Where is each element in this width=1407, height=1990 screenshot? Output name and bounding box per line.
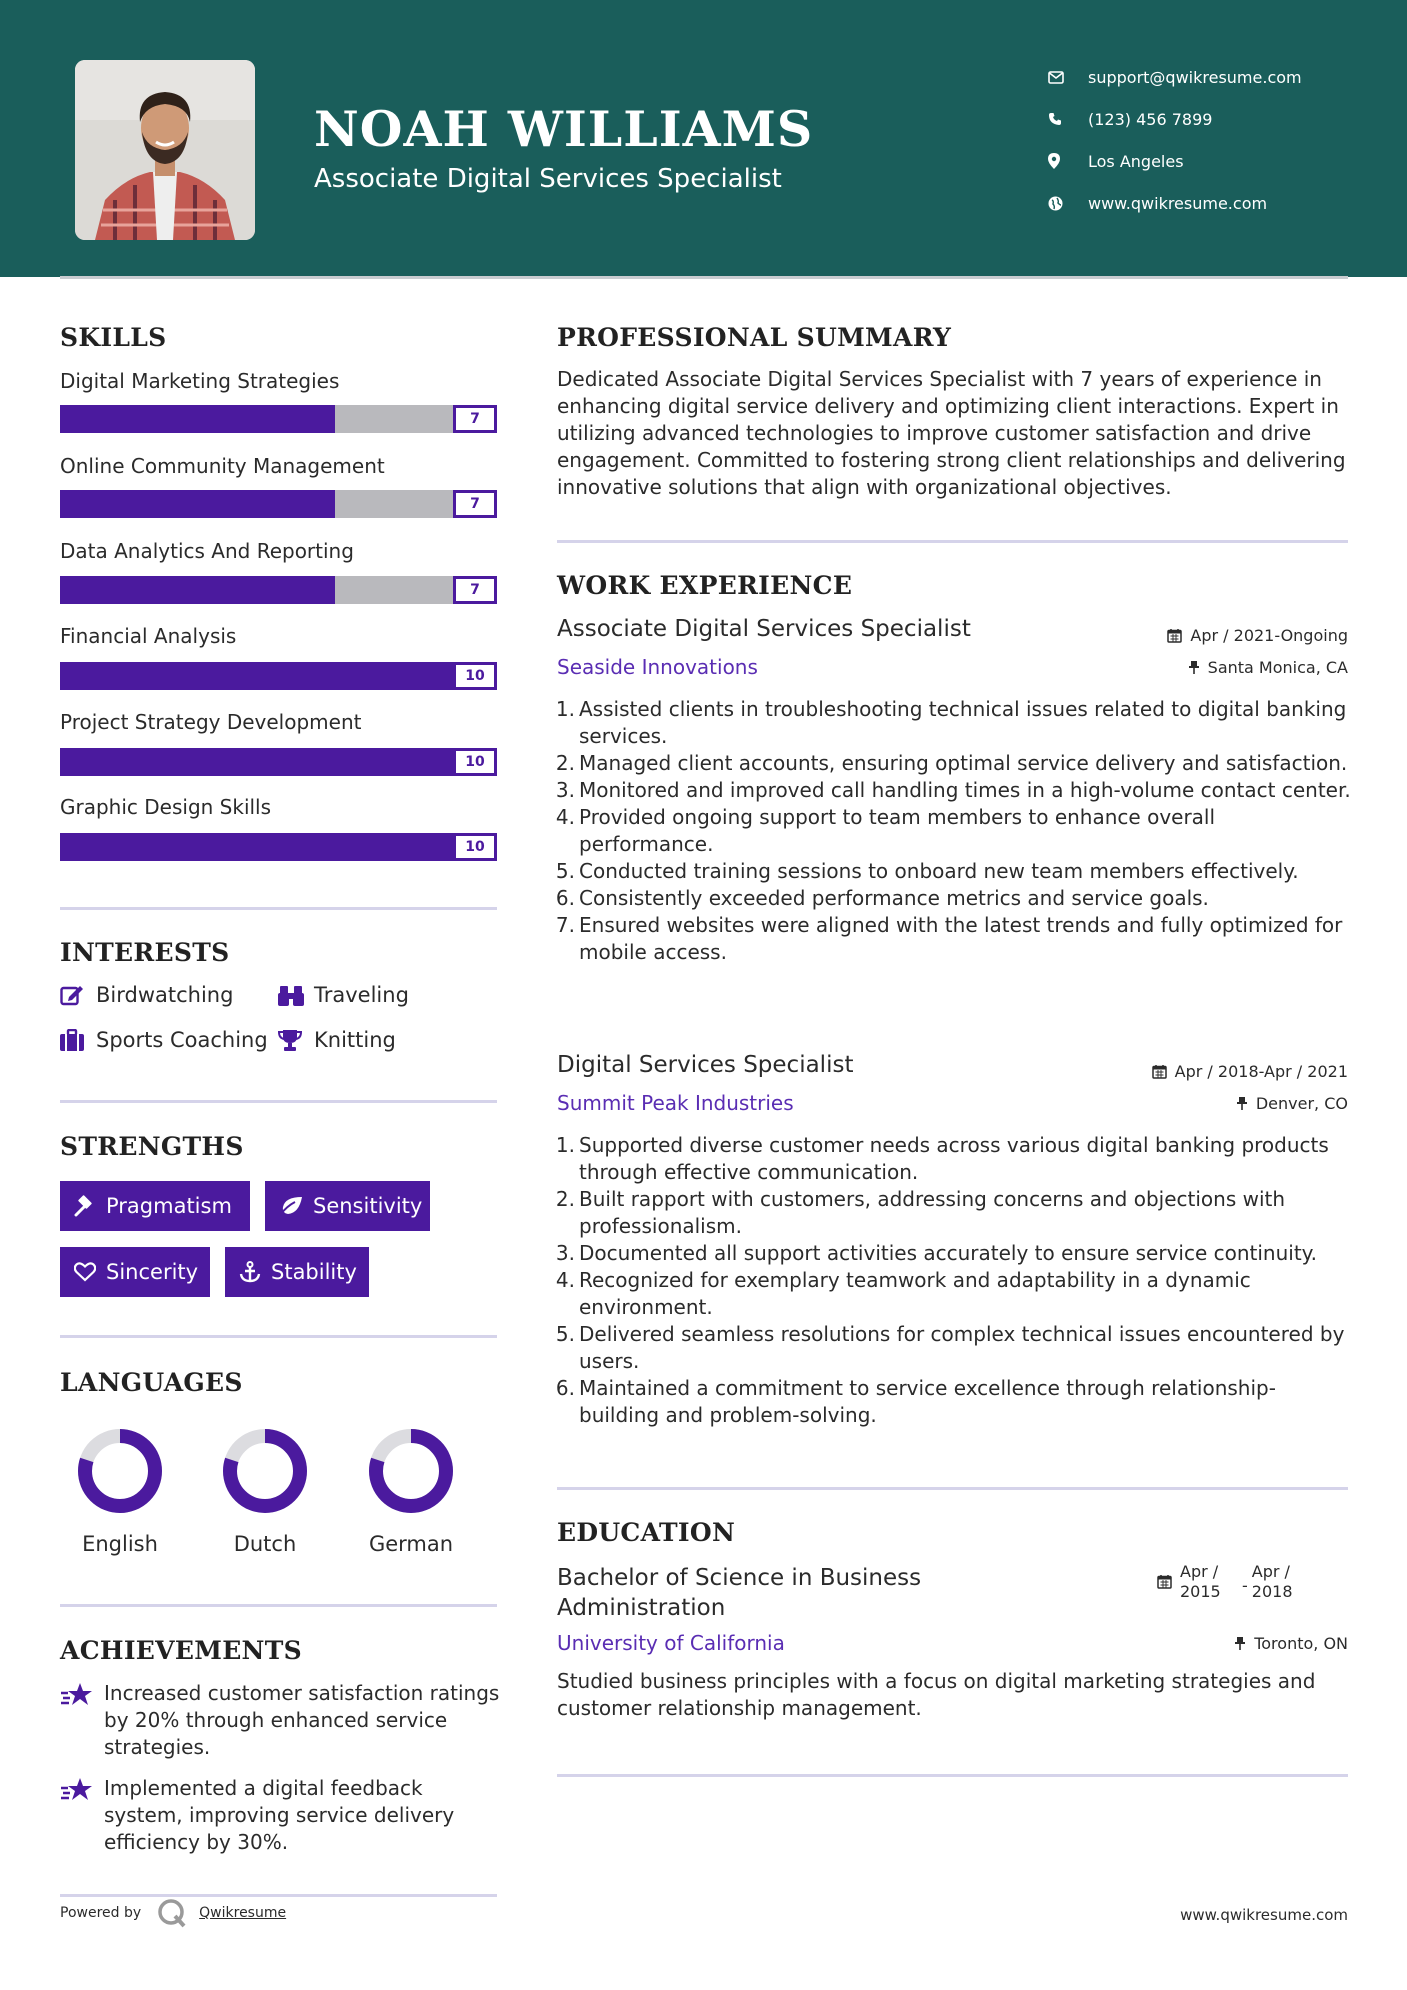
education-end-year: 2018 <box>1251 1582 1293 1601</box>
gavel-icon <box>74 1195 96 1217</box>
briefcase-icon <box>60 1029 96 1051</box>
skill-name: Financial Analysis <box>60 624 237 648</box>
strength-label: Stability <box>271 1260 357 1284</box>
skill-bar <box>60 490 497 518</box>
job-location-text: Santa Monica, CA <box>1207 658 1348 677</box>
candidate-title: Associate Digital Services Specialist <box>314 164 782 194</box>
language-donut <box>368 1428 454 1514</box>
contact-phone-text: (123) 456 7899 <box>1088 109 1213 129</box>
job-dates <box>1152 1062 1348 1081</box>
strength-label: Pragmatism <box>106 1194 232 1218</box>
education-location <box>1234 1634 1348 1653</box>
section-divider <box>60 907 497 910</box>
language-name: English <box>82 1532 158 1556</box>
contact-website-text: www.qwikresume.com <box>1088 193 1268 213</box>
skill-name: Graphic Design Skills <box>60 795 272 819</box>
education-end <box>1252 1562 1298 1602</box>
powered-by-label: Powered by <box>60 1905 142 1921</box>
skills-heading: SKILLS <box>60 323 167 352</box>
education-school: University of California <box>557 1631 785 1655</box>
section-divider <box>557 1774 1348 1777</box>
job-bullet-text: Monitored and improved call handling times in a high-volume contact center. <box>579 778 1351 802</box>
contact-phone[interactable] <box>1048 98 1302 140</box>
education-dates <box>1157 1562 1298 1602</box>
achievement-item <box>60 1680 500 1761</box>
job-bullet: 4. Provided ongoing support to team members to enhance overall performance. <box>553 804 1353 858</box>
contact-location <box>1048 140 1302 182</box>
job-location-text: Denver, CO <box>1255 1094 1348 1113</box>
section-divider <box>557 540 1348 543</box>
skill-level-badge: 10 <box>453 662 497 690</box>
education-degree: Bachelor of Science in Business Administration <box>557 1565 922 1621</box>
strength-tag <box>225 1247 369 1297</box>
contact-email[interactable] <box>1048 56 1302 98</box>
language-name: German <box>368 1532 454 1556</box>
skill-bar <box>60 748 497 776</box>
calendar-icon <box>1167 628 1182 643</box>
company-name: Seaside Innovations <box>557 655 758 679</box>
skill-level-badge: 10 <box>453 748 497 776</box>
education-end-month: Apr / <box>1251 1562 1290 1581</box>
job-bullet-text: Built rapport with customers, addressing concerns and objections with professionalism. <box>579 1187 1286 1238</box>
language-name: Dutch <box>233 1532 297 1556</box>
powered-by <box>60 1898 286 1928</box>
job-dates-text: Apr / 2021-Ongoing <box>1190 626 1348 645</box>
interest-label: Sports Coaching <box>96 1028 268 1052</box>
heart-icon <box>74 1262 96 1282</box>
skill-bar-fill <box>60 490 335 518</box>
binoculars-icon <box>278 984 314 1006</box>
footer-website[interactable]: www.qwikresume.com <box>1180 1906 1348 1924</box>
strength-tag <box>60 1181 250 1231</box>
interest-item <box>278 983 409 1007</box>
interest-item <box>60 983 233 1007</box>
skill-bar-fill <box>60 748 497 776</box>
section-divider <box>60 1894 497 1897</box>
education-start-month: Apr / <box>1180 1562 1219 1581</box>
job-role: Digital Services Specialist <box>557 1052 854 1078</box>
resume-header <box>0 0 1407 277</box>
job-bullet: 2. Managed client accounts, ensuring optimal service delivery and satisfaction. <box>555 751 1348 775</box>
job-bullet: 4. Recognized for exemplary teamwork and adaptability in a dynamic environment. <box>553 1267 1353 1321</box>
education-date-dash: - <box>1242 1576 1248 1595</box>
section-divider <box>60 1335 497 1338</box>
qwikresume-logo-icon <box>157 1898 187 1928</box>
pin-icon <box>1188 660 1200 675</box>
phone-icon <box>1048 112 1088 126</box>
language-donut <box>222 1428 308 1514</box>
candidate-name: NOAH WILLIAMS <box>314 100 814 158</box>
interest-label: Birdwatching <box>96 983 234 1007</box>
job-bullet-text: Managed client accounts, ensuring optimal service delivery and satisfaction. <box>579 751 1348 775</box>
job-bullet-text: Supported diverse customer needs across various digital banking products through effective communication. <box>579 1133 1329 1184</box>
leaf-icon <box>279 1196 303 1216</box>
map-pin-icon <box>1048 153 1088 169</box>
education-start-year: 2015 <box>1180 1582 1221 1601</box>
anchor-icon <box>239 1261 261 1283</box>
job-bullet: 7. Ensured websites were aligned with the latest trends and fully optimized for mobile access. <box>553 912 1353 966</box>
language-item <box>60 1428 180 1556</box>
job-bullet: 1. Supported diverse customer needs across various digital banking products through effective communication. <box>553 1132 1353 1186</box>
interest-item <box>60 1028 268 1052</box>
skill-bar-fill <box>60 662 497 690</box>
job-location <box>1188 658 1348 677</box>
edit-icon <box>60 984 96 1006</box>
summary-heading: PROFESSIONAL SUMMARY <box>557 323 952 352</box>
skill-bar-fill <box>60 576 335 604</box>
calendar-icon <box>1152 1064 1167 1079</box>
job-dates-text: Apr / 2018-Apr / 2021 <box>1174 1062 1348 1081</box>
job-bullet-text: Provided ongoing support to team members to enhance overall performance. <box>579 805 1216 856</box>
job-bullet-text: Delivered seamless resolutions for complex technical issues encountered by users. <box>579 1322 1345 1373</box>
skill-level-badge: 7 <box>453 405 497 433</box>
trophy-icon <box>278 1029 314 1051</box>
skill-name: Online Community Management <box>60 454 385 478</box>
achievements-heading: ACHIEVEMENTS <box>60 1636 302 1665</box>
company-name: Summit Peak Industries <box>557 1091 794 1115</box>
experience-heading: WORK EXPERIENCE <box>557 571 853 600</box>
languages-heading: LANGUAGES <box>60 1368 243 1397</box>
interest-item <box>278 1028 396 1052</box>
job-bullet: 3. Monitored and improved call handling times in a high-volume contact center. <box>555 778 1351 802</box>
education-start <box>1180 1562 1226 1602</box>
star-award-icon <box>60 1775 104 1856</box>
strength-label: Sensitivity <box>313 1194 423 1218</box>
strength-tag <box>60 1247 210 1297</box>
education-heading: EDUCATION <box>557 1518 736 1547</box>
job-bullet: 5. Delivered seamless resolutions for complex technical issues encountered by users. <box>553 1321 1353 1375</box>
job-bullet-text: Ensured websites were aligned with the latest trends and fully optimized for mobile access. <box>579 913 1343 964</box>
skill-level-badge: 10 <box>453 833 497 861</box>
job-dates <box>1167 626 1348 645</box>
pin-icon <box>1234 1636 1246 1651</box>
skill-bar-fill <box>60 405 335 433</box>
pin-icon <box>1236 1096 1248 1111</box>
job-bullet-text: Consistently exceeded performance metrics and service goals. <box>579 886 1209 910</box>
language-donut <box>77 1428 163 1514</box>
summary-text: Dedicated Associate Digital Services Specialist with 7 years of experience in enhancing digital service delivery and optimizing client interactions. Expert in utilizing advanced technologies to improve customer satisfaction and drive engagement. Committed to fostering strong client relationships and delivering innovative solutions that align with organizational objectives. <box>557 367 1346 499</box>
job-role: Associate Digital Services Specialist <box>557 616 971 642</box>
contact-location-text: Los Angeles <box>1088 151 1184 171</box>
skill-level-badge: 7 <box>453 576 497 604</box>
job-bullet-text: Documented all support activities accurately to ensure service continuity. <box>579 1241 1318 1265</box>
strength-label: Sincerity <box>106 1260 199 1284</box>
header-divider <box>60 276 1348 279</box>
interests-heading: INTERESTS <box>60 938 230 967</box>
education-description: Studied business principles with a focus on digital marketing strategies and customer relationship management. <box>557 1669 1316 1720</box>
strengths-heading: STRENGTHS <box>60 1132 244 1161</box>
interest-label: Knitting <box>314 1028 396 1052</box>
skill-bar <box>60 833 497 861</box>
strength-tag <box>265 1181 430 1231</box>
profile-photo <box>75 60 255 240</box>
skill-bar <box>60 576 497 604</box>
job-bullet-list <box>553 696 1353 966</box>
job-bullet: 1. Assisted clients in troubleshooting technical issues related to digital banking services. <box>553 696 1353 750</box>
job-bullet: 3. Documented all support activities accurately to ensure service continuity. <box>555 1241 1318 1265</box>
language-item <box>351 1428 471 1556</box>
job-bullet: 2. Built rapport with customers, addressing concerns and objections with professionalism. <box>553 1186 1353 1240</box>
achievement-text: Increased customer satisfaction ratings by 20% through enhanced service strategies. <box>104 1681 500 1759</box>
job-bullet-text: Recognized for exemplary teamwork and adaptability in a dynamic environment. <box>579 1268 1251 1319</box>
skill-name: Data Analytics And Reporting <box>60 539 354 563</box>
globe-icon <box>1048 196 1088 211</box>
education-location-text: Toronto, ON <box>1254 1634 1348 1653</box>
job-bullet: 6. Maintained a commitment to service excellence through relationship-building and problem-solving. <box>553 1375 1353 1429</box>
job-bullet: 5. Conducted training sessions to onboard new team members effectively. <box>555 859 1299 883</box>
skill-level-badge: 7 <box>453 490 497 518</box>
job-location <box>1236 1094 1348 1113</box>
skill-bar <box>60 662 497 690</box>
skill-name: Digital Marketing Strategies <box>60 369 340 393</box>
job-bullet-text: Conducted training sessions to onboard new team members effectively. <box>579 859 1299 883</box>
envelope-icon <box>1048 71 1088 84</box>
interest-label: Traveling <box>314 983 409 1007</box>
skill-name: Project Strategy Development <box>60 710 362 734</box>
section-divider <box>557 1487 1348 1490</box>
achievement-item <box>60 1775 500 1856</box>
job-bullet-list <box>553 1132 1353 1429</box>
calendar-icon <box>1157 1574 1172 1589</box>
section-divider <box>60 1604 497 1607</box>
skill-bar <box>60 405 497 433</box>
star-award-icon <box>60 1680 104 1761</box>
contact-website[interactable] <box>1048 182 1302 224</box>
job-bullet-text: Assisted clients in troubleshooting technical issues related to digital banking services. <box>579 697 1347 748</box>
qwikresume-link[interactable]: Qwikresume <box>199 1905 287 1921</box>
language-item <box>205 1428 325 1556</box>
section-divider <box>60 1100 497 1103</box>
contact-email-text: support@qwikresume.com <box>1088 67 1302 87</box>
contact-list <box>1048 56 1302 224</box>
job-bullet: 6. Consistently exceeded performance metrics and service goals. <box>555 886 1209 910</box>
job-bullet-text: Maintained a commitment to service excellence through relationship-building and problem-solving. <box>579 1376 1276 1427</box>
skill-bar-fill <box>60 833 497 861</box>
achievement-text: Implemented a digital feedback system, improving service delivery efficiency by 30%. <box>104 1776 455 1854</box>
